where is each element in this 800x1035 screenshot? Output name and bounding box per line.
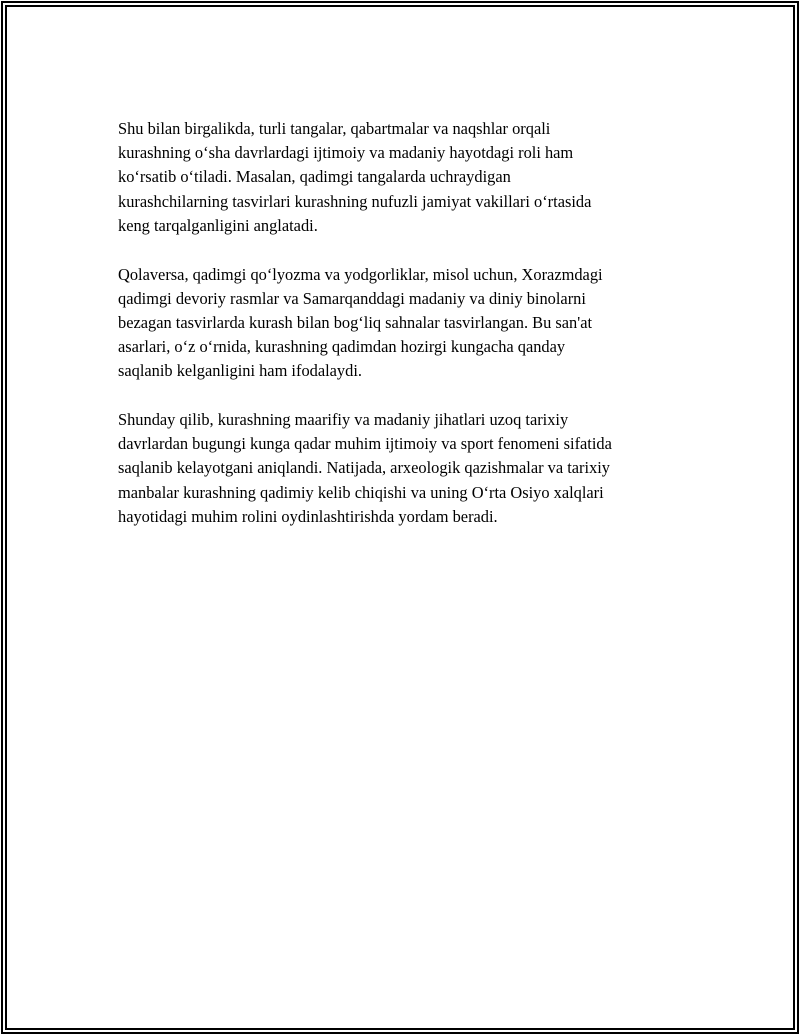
paragraph-2: Qolaversa, qadimgi qoʻlyozma va yodgorliklar, misol uchun, Xorazmdagi qadimgi devoriy rasmlar va Samarqanddagi madaniy va diniy binolarni bezagan tasvirlarda kurash bilan bogʻliq sahnalar tasvirlangan. Bu san'at asarlari, oʻz oʻrnida, kurashning qadimdan hozirgi kungacha qanday saqlanib kelganligini ham ifodalaydi.	[118, 264, 603, 381]
paragraph-3: Shunday qilib, kurashning maarifiy va madaniy jihatlari uzoq tarixiy davrlardan bugungi kunga qadar muhim ijtimoiy va sport fenomeni sifatida saqlanib kelayotgani aniqlandi. Natijada, arxeologik qazishmalar va tarixiy manbalar kurashning qadimiy kelib chiqishi va uning Oʻrta Osiyo xalqlari hayotidagi muhim rolini oydinlashtirishda yordam beradi.	[118, 410, 612, 526]
paragraph-1: Shu bilan birgalikda, turli tangalar, qabartmalar va naqshlar orqali kurashning oʻsha davrlardagi ijtimoiy va madaniy hayotdagi roli ham koʻrsatib oʻtiladi. Masalan, qadimgi tangalarda uchraydigan kurashchilarning tasvirlari kurashning nufuzli jamiyat vakillari oʻrtasida keng tarqalganligini anglatadi.	[118, 119, 592, 235]
document-body	[118, 117, 688, 554]
